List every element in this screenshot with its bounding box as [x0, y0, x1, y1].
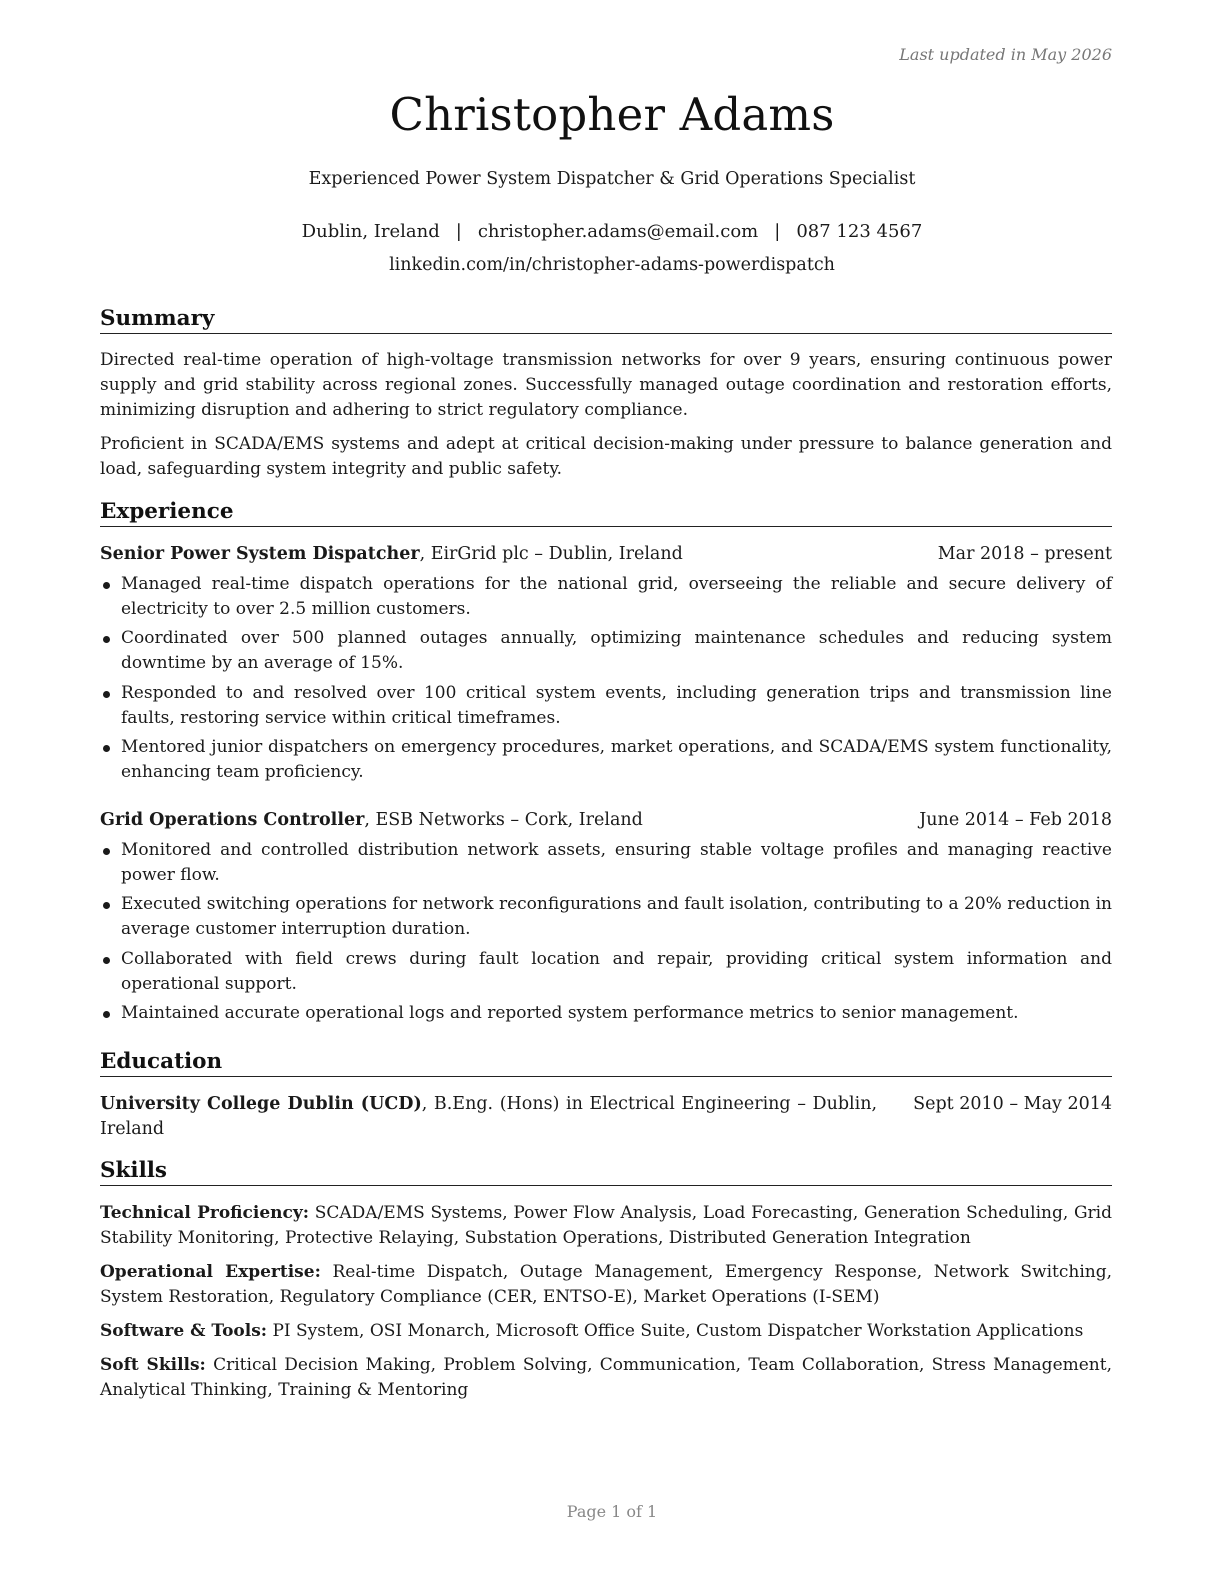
skill-text: Real-time Dispatch, Outage Management, Emergency Response, Network Switching, System Restoration, Regulatory Compliance (CER, ENTSO-E), Market Operations (I-SEM) [100, 1262, 1113, 1307]
skill-label: Software & Tools: [100, 1321, 268, 1341]
bullet-item: Mentored junior dispatchers on emergency procedures, market operations, and SCADA/EMS system functionality, enhancing team proficiency. [100, 735, 1112, 785]
school-name: University College Dublin (UCD) [100, 1094, 422, 1114]
location: Dublin, Ireland [301, 221, 440, 242]
contact-line [0, 221, 1224, 242]
job-dates: Mar 2018 – present [937, 544, 1112, 564]
job-org: , ESB Networks – Cork, Ireland [364, 810, 643, 830]
summary-section [100, 306, 1112, 482]
skill-group [100, 1260, 1112, 1310]
summary-paragraph: Proficient in SCADA/EMS systems and adept at critical decision-making under pressure to balance generation and load, safeguarding system integrity and public safety. [100, 434, 1112, 479]
summary-heading: Summary [100, 306, 1112, 334]
job-role: Senior Power System Dispatcher [100, 544, 420, 564]
job-header [100, 808, 1112, 833]
job-bullets [100, 838, 1112, 1027]
skill-group [100, 1353, 1112, 1403]
bullet-item: Managed real-time dispatch operations for the national grid, overseeing the reliable and secure delivery of electricity to over 2.5 million customers. [100, 572, 1112, 622]
separator: | [455, 221, 462, 242]
bullet-item: Executed switching operations for network reconfigurations and fault isolation, contributing to a 20% reduction in average customer interruption duration. [100, 892, 1112, 942]
experience-heading: Experience [100, 499, 1112, 527]
skill-group [100, 1319, 1112, 1344]
summary-paragraph: Directed real-time operation of high-voltage transmission networks for over 9 years, ensuring continuous power supply and grid stability across regional zones. Successfully managed outage coordination and restoration efforts, minimizing disruption and adhering to strict regulatory compliance. [100, 350, 1112, 420]
skills-heading: Skills [100, 1158, 1112, 1186]
skill-text: PI System, OSI Monarch, Microsoft Office Suite, Custom Dispatcher Workstation Applications [267, 1321, 1084, 1341]
skill-text: Critical Decision Making, Problem Solving, Communication, Team Collaboration, Stress Management, Analytical Thinking, Training & Mentoring [100, 1355, 1112, 1400]
skill-label: Soft Skills: [100, 1355, 206, 1375]
job-header [100, 542, 1112, 567]
separator: | [774, 221, 781, 242]
experience-section [100, 499, 1112, 1026]
bullet-item: Monitored and controlled distribution network assets, ensuring stable voltage profiles and managing reactive power flow. [100, 838, 1112, 888]
bullet-item: Coordinated over 500 planned outages annually, optimizing maintenance schedules and reducing system downtime by an average of 15%. [100, 626, 1112, 676]
job-entry [100, 542, 1112, 785]
education-entry [100, 1092, 1112, 1142]
skill-label: Technical Proficiency: [100, 1203, 310, 1223]
skill-label: Operational Expertise: [100, 1262, 321, 1282]
job-dates: June 2014 – Feb 2018 [919, 810, 1112, 830]
education-dates: Sept 2010 – May 2014 [913, 1094, 1112, 1114]
skills-section [100, 1158, 1112, 1403]
job-bullets [100, 572, 1112, 786]
job-org: , EirGrid plc – Dublin, Ireland [419, 544, 683, 564]
education-heading: Education [100, 1049, 1112, 1077]
bullet-item: Maintained accurate operational logs and reported system performance metrics to senior management. [100, 1001, 1112, 1026]
candidate-name: Christopher Adams [389, 88, 835, 141]
bullet-item: Responded to and resolved over 100 critical system events, including generation trips and transmission line faults, restoring service within critical timeframes. [100, 681, 1112, 731]
bullet-item: Collaborated with field crews during fault location and repair, providing critical system information and operational support. [100, 947, 1112, 997]
email-link[interactable]: christopher.adams@email.com [477, 221, 759, 242]
job-role: Grid Operations Controller [100, 810, 365, 830]
skill-text: SCADA/EMS Systems, Power Flow Analysis, Load Forecasting, Generation Scheduling, Grid Stability Monitoring, Protective Relaying, Substation Operations, Distributed Generation Integration [100, 1203, 1112, 1248]
linkedin-link[interactable]: linkedin.com/in/christopher-adams-powerdispatch [389, 255, 835, 275]
education-section [100, 1049, 1112, 1142]
phone: 087 123 4567 [796, 221, 923, 242]
skill-group [100, 1201, 1112, 1251]
page-number: Page 1 of 1 [566, 1502, 658, 1521]
last-updated: Last updated in May 2026 [899, 45, 1112, 64]
tagline: Experienced Power System Dispatcher & Grid Operations Specialist [308, 169, 916, 189]
job-entry [100, 808, 1112, 1026]
degree: , B.Eng. (Hons) in Electrical Engineering – Dublin, Ireland [100, 1094, 878, 1139]
